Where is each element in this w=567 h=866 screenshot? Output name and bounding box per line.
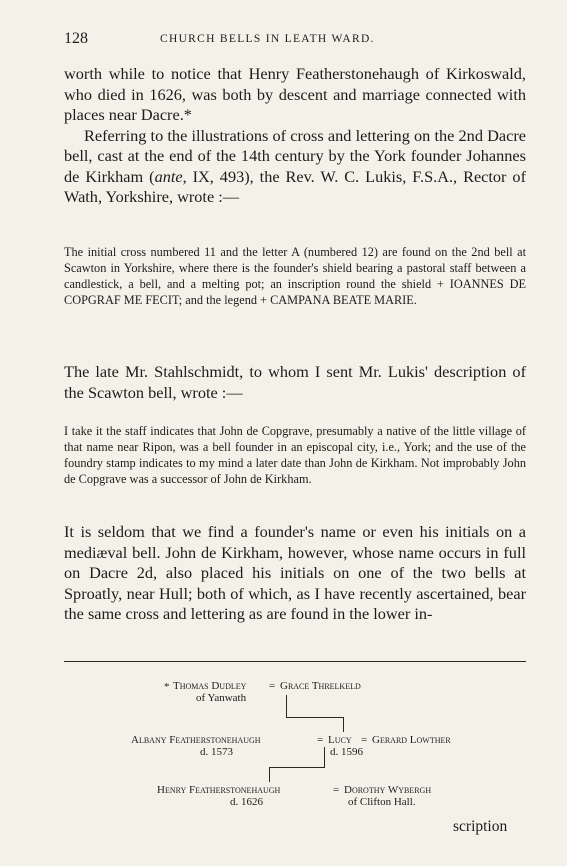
descent-line-2 — [343, 717, 344, 732]
ante-reference: ante — [154, 166, 183, 186]
page-number: 128 — [64, 30, 88, 47]
catchword: scription — [453, 818, 508, 835]
paragraph-3: The late Mr. Stahlschmidt, to whom I sent Mr. Lukis' description of the Scawton bell, wrote :— — [64, 362, 526, 402]
paragraph-2-part-a: Referring to the illustrations of cross and lettering on the 2nd Dacre bell, cast at the end of the 14th century by the York founder Johannes de Kirkham ( — [64, 125, 526, 186]
branch-line-1 — [286, 717, 344, 718]
paragraph-4: It is seldom that we find a founder's name or even his initials on a mediæval bell. John de Kirkham, however, whose name occurs in full on Dacre 2d, also placed his initials on one of the two bells at Sproatly, near Hull; both of which, as I have recently ascertained, bear the same cross and lettering as are found in the lower in- — [64, 522, 526, 623]
marriage-sign-4: = — [333, 784, 340, 796]
descent-line-3 — [324, 747, 325, 767]
albany-featherstonehaugh: Albany Featherstonehaugh — [131, 734, 261, 746]
gerard-lowther: Gerard Lowther — [372, 734, 451, 746]
paragraph-1: worth while to notice that Henry Featherstonehaugh of Kirkoswald, who died in 1626, was both by descent and marriage connected with places near Dacre.* — [64, 64, 526, 124]
stahlschmidt-quotation: I take it the staff indicates that John de Copgrave, presumably a native of the little village of that name near Ripon, was a bell founder in an episcopal city, i.e., York; and the use of the foundry stamp indicates to my mind a later date than John de Kirkham. Not improbably John de Copgrave was a successor of John de Kirkham. — [64, 424, 526, 486]
henry-featherstonehaugh: Henry Featherstonehaugh — [157, 784, 281, 796]
paragraph-2 — [64, 126, 526, 208]
marriage-sign-2: = — [317, 734, 324, 746]
footnote-marker: * — [164, 681, 170, 693]
marriage-sign-1: = — [269, 680, 276, 692]
henry-death: d. 1626 — [230, 796, 263, 808]
page-header — [64, 30, 524, 50]
grace-threlkeld: Grace Threlkeld — [280, 680, 361, 692]
of-yanwath: of Yanwath — [196, 692, 247, 704]
main-text-top — [64, 64, 526, 208]
thomas-dudley: Thomas Dudley — [173, 680, 247, 692]
paragraph-2-part-b: , IX, 493), the Rev. W. C. Lukis, F.S.A., Rector of Wath, Yorkshire, wrote :— — [64, 166, 526, 206]
branch-line-2 — [269, 767, 325, 768]
lucy-death: d. 1596 — [330, 746, 363, 758]
dorothy-wybergh: Dorothy Wybergh — [344, 784, 432, 796]
footnote-rule — [64, 661, 526, 662]
of-clifton-hall: of Clifton Hall. — [348, 796, 416, 808]
marriage-sign-3: = — [361, 734, 368, 746]
lukis-quotation: The initial cross numbered 11 and the letter A (numbered 12) are found on the 2nd bell at Scawton in Yorkshire, where there is the founder's shield bearing a pastoral staff between a candlestick, a bell, and a melting pot; an inscription round the shield + IOANNES DE COPGRAF ME FECIT; and the legend + CAMPANA BEATE MARIE. — [64, 245, 526, 307]
descent-line-1 — [286, 695, 287, 717]
albany-death: d. 1573 — [200, 746, 233, 758]
running-title: CHURCH BELLS IN LEATH WARD. — [160, 33, 375, 45]
lucy: Lucy — [328, 734, 352, 746]
descent-line-4 — [269, 767, 270, 782]
